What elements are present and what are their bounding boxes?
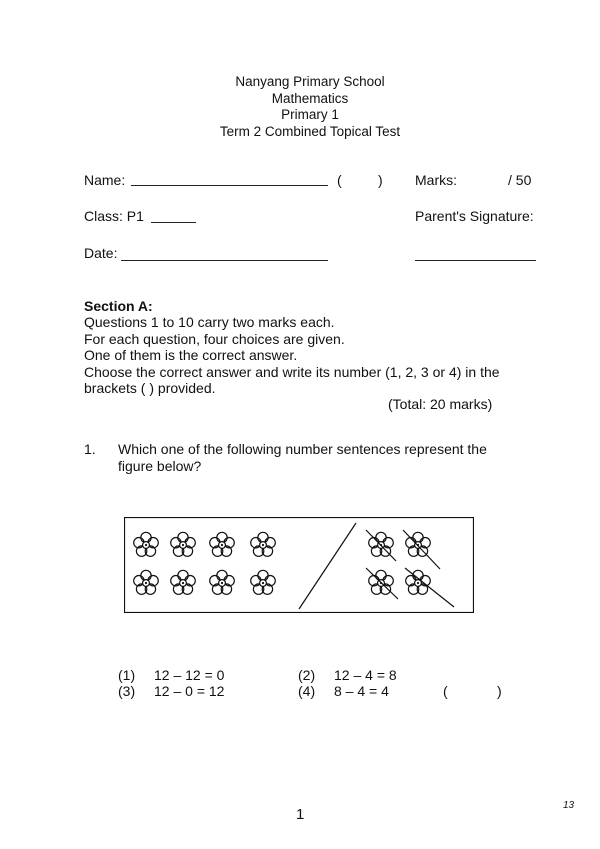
- cross-out-line: [405, 568, 454, 607]
- flower-icon: [251, 570, 276, 594]
- register-bracket-open: (: [337, 172, 342, 188]
- flower-icon: [134, 570, 159, 594]
- option-text: 12 – 0 = 12: [154, 683, 225, 699]
- name-line[interactable]: [131, 185, 328, 186]
- class-line[interactable]: [151, 222, 196, 223]
- flower-icon: [210, 532, 235, 556]
- option-label: (3): [118, 683, 136, 699]
- subject-name: Mathematics: [271, 90, 349, 106]
- flower-icon: [171, 570, 196, 594]
- marks-label: Marks:: [415, 172, 457, 188]
- flower-icon: [210, 570, 235, 594]
- school-name: Nanyang Primary School: [235, 74, 385, 89]
- question-text-line: figure below?: [118, 457, 202, 474]
- instruction-line: Questions 1 to 10 carry two marks each.: [84, 314, 335, 330]
- cross-out-line: [366, 568, 398, 599]
- option-text: 8 – 4 = 4: [334, 683, 389, 699]
- flower-icon: [251, 532, 276, 556]
- flower-icon: [171, 532, 196, 556]
- marks-total: / 50: [508, 172, 532, 188]
- answer-bracket-open: (: [443, 683, 448, 699]
- section-instructions: [84, 314, 500, 397]
- register-bracket-close: ): [378, 172, 383, 188]
- option-text: 12 – 4 = 8: [334, 667, 397, 683]
- instruction-line: brackets ( ) provided.: [84, 380, 216, 396]
- figure-border: [125, 518, 474, 613]
- flower-figure: [124, 517, 474, 613]
- question-number: 1.: [84, 441, 96, 457]
- divider-line: [299, 523, 356, 609]
- option-text: 12 – 12 = 0: [154, 667, 225, 683]
- option-label: (1): [118, 667, 136, 683]
- name-label: Name:: [84, 172, 126, 188]
- section-title: Section A:: [84, 298, 153, 314]
- section-total: (Total: 20 marks): [388, 396, 493, 412]
- option-label: (2): [298, 667, 316, 683]
- class-label: Class: P1: [84, 208, 144, 224]
- document-header: [0, 74, 600, 140]
- question-text-line: Which one of the following number sentences represent the: [118, 441, 487, 457]
- flower-icon: [134, 532, 159, 556]
- test-name: Term 2 Combined Topical Test: [219, 123, 401, 139]
- corner-mark: 13: [563, 800, 575, 811]
- date-label: Date:: [84, 245, 118, 261]
- parent-signature-label: Parent's Signature:: [415, 208, 534, 224]
- flower-icon: [406, 570, 431, 594]
- answer-bracket-close: ): [497, 683, 502, 699]
- instruction-line: Choose the correct answer and write its number (1, 2, 3 or 4) in the: [84, 363, 500, 380]
- option-label: (4): [298, 683, 316, 699]
- answer-space[interactable]: [452, 683, 496, 700]
- instruction-line: One of them is the correct answer.: [84, 347, 298, 363]
- cross-out-line: [366, 530, 396, 561]
- page-number: 1: [296, 806, 305, 823]
- parent-signature-line[interactable]: [415, 260, 536, 261]
- question-text: [118, 441, 487, 474]
- level-name: Primary 1: [281, 107, 339, 122]
- date-line[interactable]: [121, 260, 328, 261]
- instruction-line: For each question, four choices are given.: [84, 330, 345, 347]
